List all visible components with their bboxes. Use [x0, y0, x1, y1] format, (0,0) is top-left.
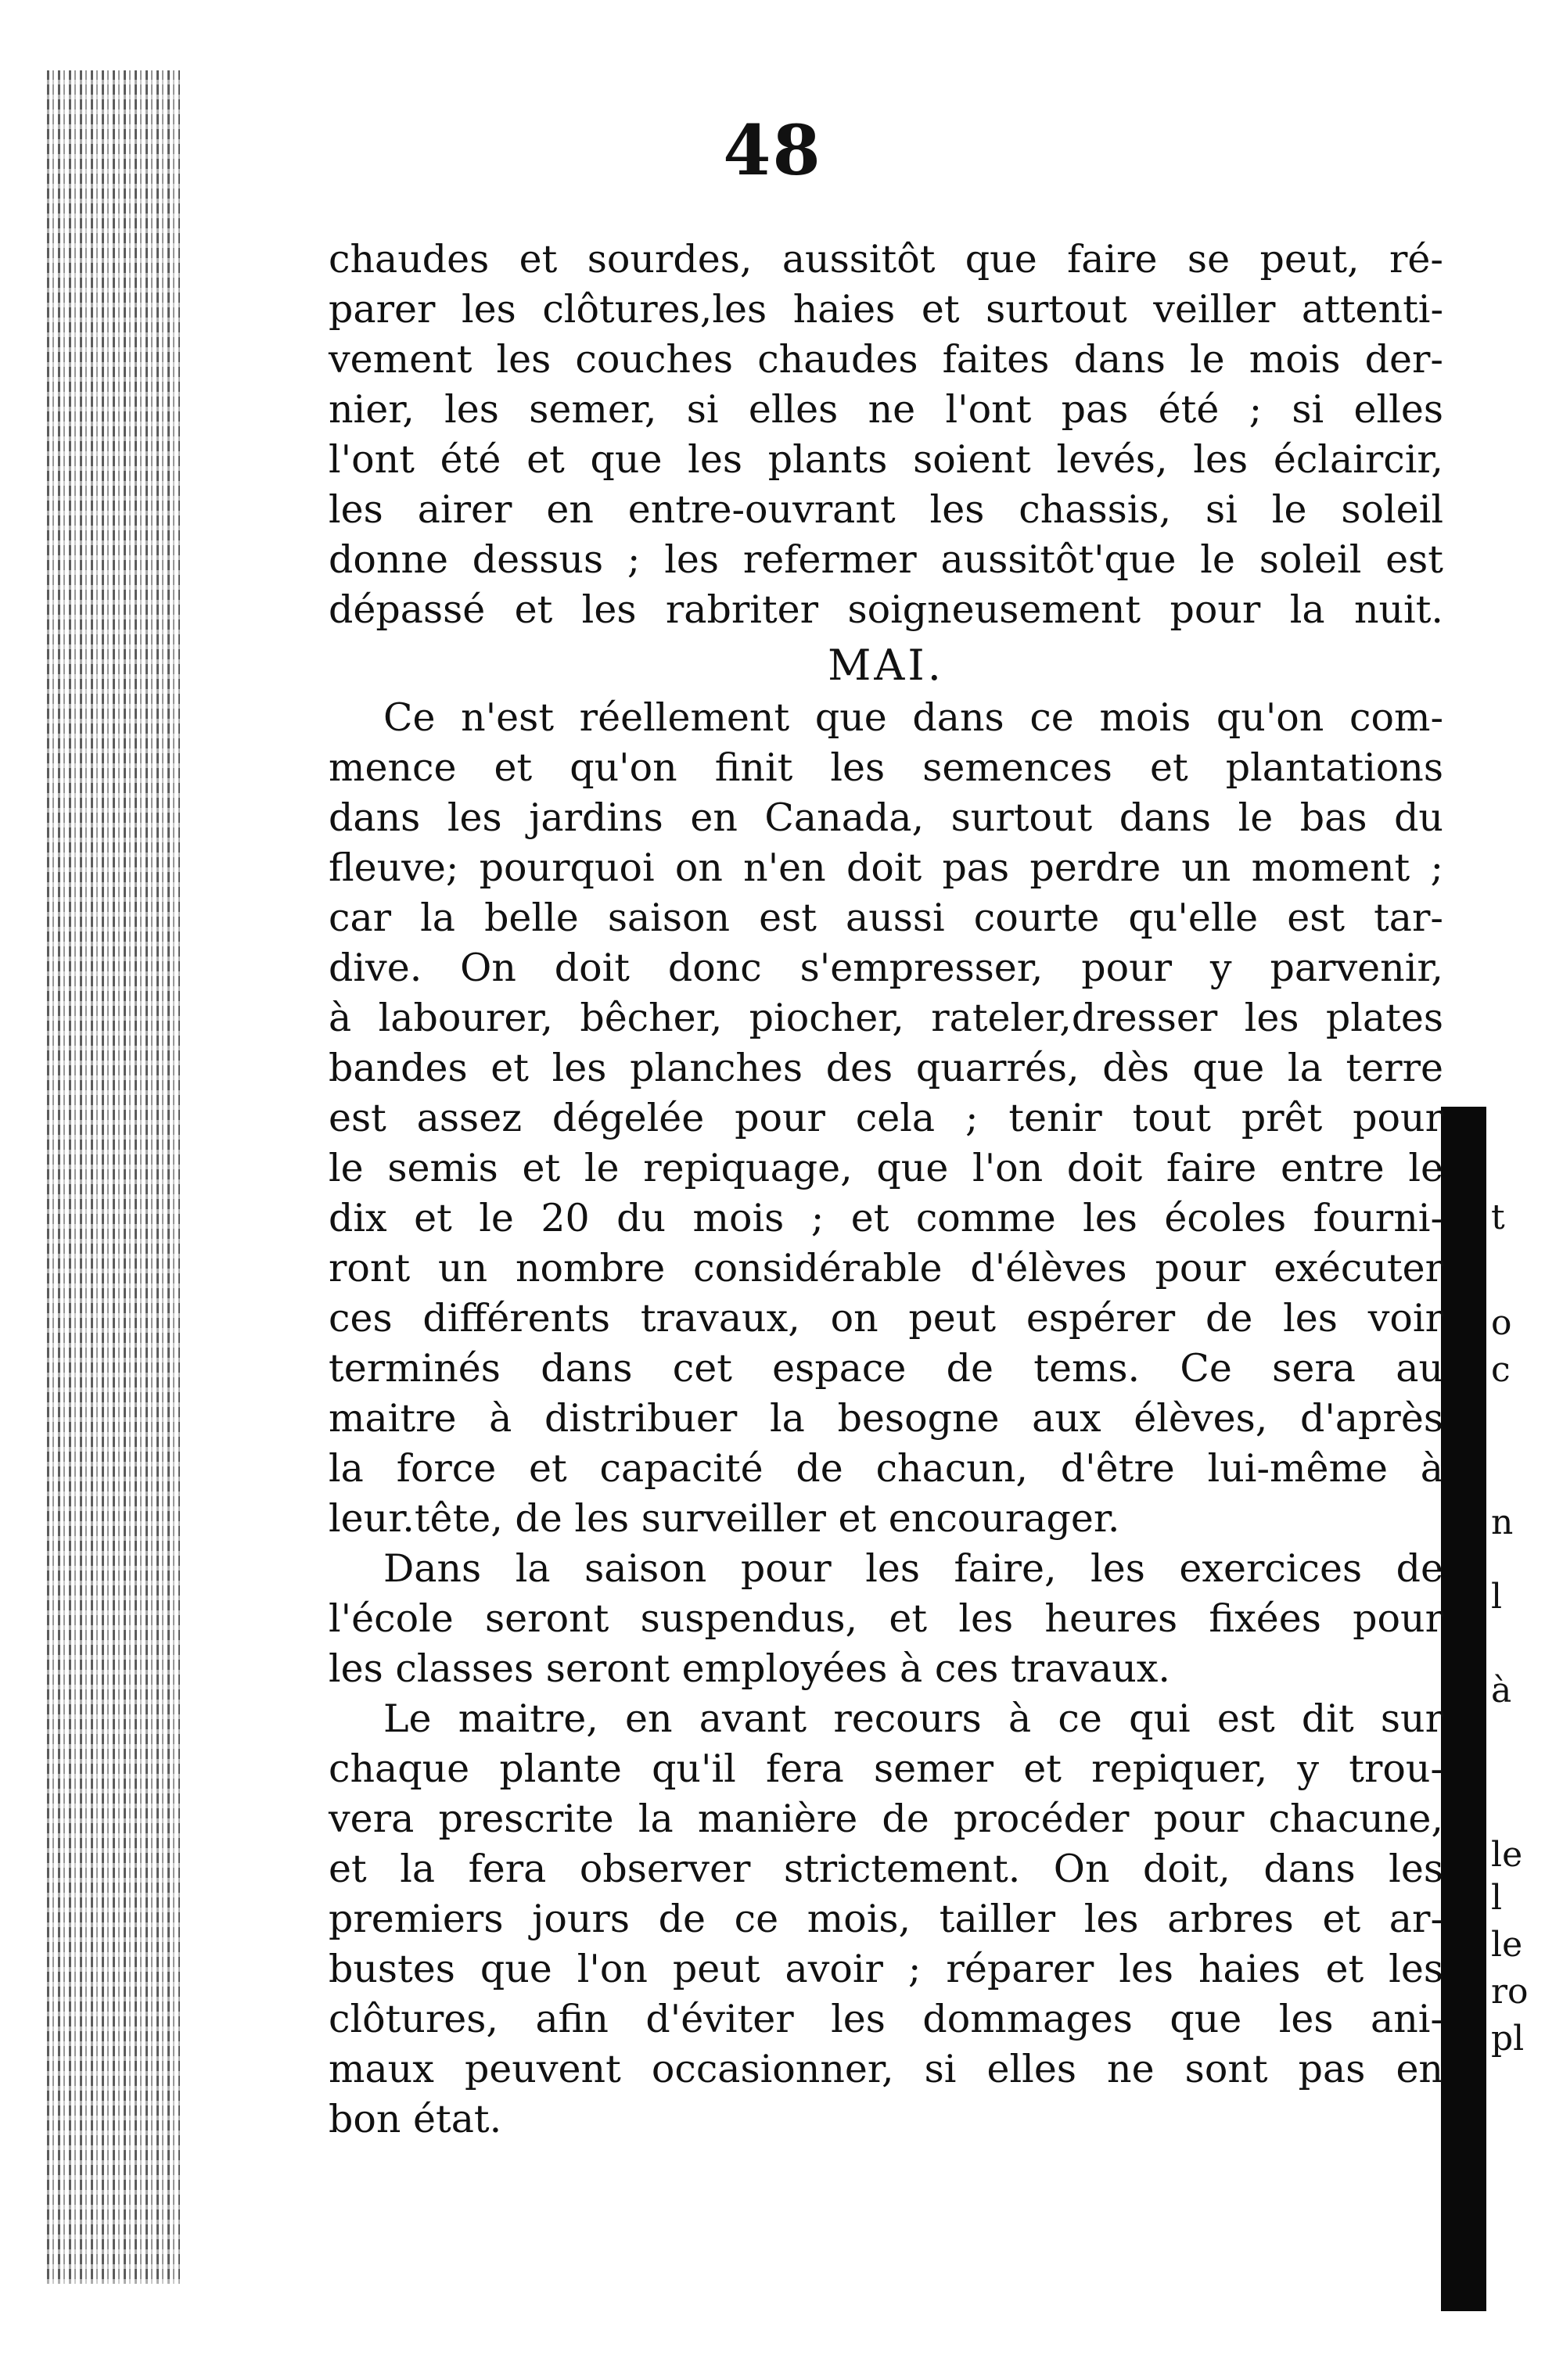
bleed-letter: pl [1491, 2019, 1525, 2059]
paragraph-continuation [329, 235, 1443, 635]
text-line: chaque plante qu'il fera semer et repiquer, y trou- [329, 1746, 1443, 1791]
page-number: 48 [723, 109, 822, 191]
text-line: dépassé et les rabriter soigneusement pour la nuit. [329, 587, 1443, 632]
text-line: les classes seront employées à ces travaux. [329, 1646, 1170, 1691]
paragraph-maitre [329, 1694, 1443, 2145]
paragraph-mai [329, 693, 1443, 1544]
text-line: ces différents travaux, on peut espérer de les voir [329, 1296, 1443, 1341]
text-line: est assez dégelée pour cela ; tenir tout prêt pour [329, 1096, 1443, 1140]
bleed-letter: n [1491, 1502, 1514, 1542]
text-line: les airer en entre-ouvrant les chassis, si le soleil [329, 487, 1443, 532]
text-line: nier, les semer, si elles ne l'ont pas été ; si elles [329, 387, 1443, 432]
text-line: dans les jardins en Canada, surtout dans le bas du [329, 795, 1443, 840]
text-line: bandes et les planches des quarrés, dès que la terre [329, 1046, 1443, 1090]
text-line: et la fera observer strictement. On doit, dans les [329, 1847, 1443, 1891]
text-line: maitre à distribuer la besogne aux élèves, d'après [329, 1396, 1443, 1441]
text-line: mence et qu'on finit les semences et plantations [329, 745, 1443, 790]
text-line: premiers jours de ce mois, tailler les arbres et ar- [329, 1897, 1443, 1941]
bleed-letter: l [1491, 1577, 1503, 1617]
text-line: fleuve; pourquoi on n'en doit pas perdre un moment ; [329, 845, 1443, 890]
text-line: Dans la saison pour les faire, les exercices de [383, 1546, 1443, 1591]
bleed-letter: c [1491, 1350, 1511, 1390]
text-line: maux peuvent occasionner, si elles ne sont pas en [329, 2047, 1443, 2091]
text-line: Le maitre, en avant recours à ce qui est dit sur [383, 1696, 1443, 1741]
bleed-letter: à [1491, 1671, 1512, 1711]
text-line: la force et capacité de chacun, d'être lui-même à [329, 1446, 1443, 1491]
binding-shadow [47, 70, 180, 2284]
bleed-letter: o [1491, 1303, 1512, 1343]
text-line: clôtures, afin d'éviter les dommages que les ani- [329, 1997, 1443, 2041]
text-line: parer les clôtures,les haies et surtout veiller attenti- [329, 287, 1443, 332]
text-line: vement les couches chaudes faites dans le mois der- [329, 337, 1443, 382]
text-line: bon état. [329, 2097, 502, 2141]
bleed-letter: le [1491, 1835, 1523, 1875]
text-line: dive. On doit donc s'empresser, pour y parvenir, [329, 946, 1443, 990]
text-line: leur.tête, de les surveiller et encourager. [329, 1496, 1120, 1541]
text-line: terminés dans cet espace de tems. Ce sera au [329, 1346, 1443, 1391]
text-line: donne dessus ; les refermer aussitôt'que le soleil est [329, 537, 1443, 582]
bleed-letter: l [1491, 1878, 1503, 1918]
text-line: à labourer, bêcher, piocher, rateler,dresser les plates [329, 996, 1443, 1040]
bleed-letter: le [1491, 1925, 1523, 1965]
text-line: dix et le 20 du mois ; et comme les écoles fourni- [329, 1196, 1443, 1240]
text-line: ront un nombre considérable d'élèves pour exécuter [329, 1246, 1443, 1291]
text-line: le semis et le repiquage, que l'on doit faire entre le [329, 1146, 1443, 1190]
text-line: Ce n'est réellement que dans ce mois qu'on com- [383, 695, 1443, 740]
text-line: chaudes et sourdes, aussitôt que faire se peut, ré- [329, 237, 1443, 282]
text-line: car la belle saison est aussi courte qu'elle est tar- [329, 896, 1443, 940]
section-heading: MAI. [828, 641, 944, 690]
page-body [329, 235, 1443, 2145]
text-line: bustes que l'on peut avoir ; réparer les haies et les [329, 1947, 1443, 1991]
text-line: l'ont été et que les plants soient levés, les éclaircir, [329, 437, 1443, 482]
paragraph-ecole [329, 1544, 1443, 1694]
text-line: vera prescrite la manière de procéder pour chacune, [329, 1797, 1443, 1841]
bleed-letter: t [1491, 1197, 1505, 1237]
bleed-letter: ro [1491, 1972, 1529, 2012]
text-line: l'école seront suspendus, et les heures fixées pour [329, 1596, 1443, 1641]
adjacent-page-text [1486, 1107, 1545, 2311]
